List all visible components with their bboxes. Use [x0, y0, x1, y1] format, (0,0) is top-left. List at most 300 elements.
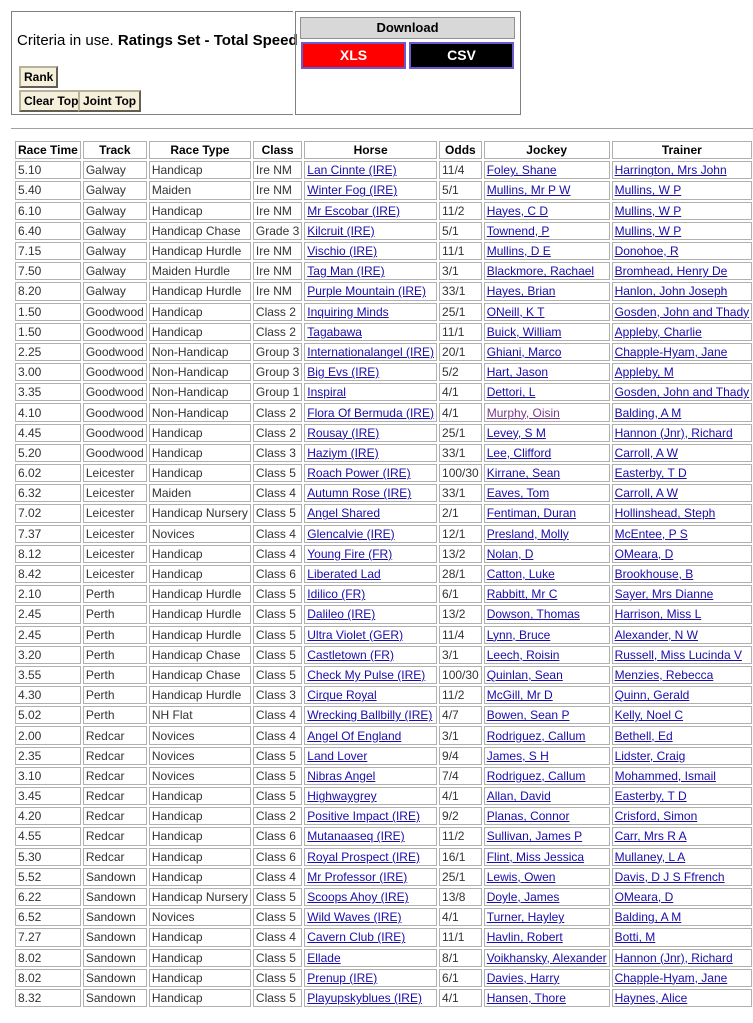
cell-race-type: Maiden [149, 484, 251, 502]
cell-track: Leicester [83, 484, 147, 502]
table-row [15, 262, 752, 280]
trainer-link[interactable]: Mohammed, Ismail [614, 768, 716, 783]
trainer-link[interactable]: Mullins, W P [614, 223, 682, 238]
horse-link[interactable]: Tag Man (IRE) [307, 264, 385, 279]
table-row [15, 767, 752, 785]
horse-link[interactable]: Glencalvie (IRE) [307, 526, 395, 541]
cell-class: Ire NM [253, 242, 302, 260]
jockey-link[interactable]: Foley, Shane [486, 163, 557, 178]
cell-race-type: Handicap Hurdle [149, 242, 251, 260]
horse-link[interactable]: Cirque Royal [307, 688, 377, 703]
horse-link[interactable]: Mr Professor (IRE) [307, 869, 408, 884]
horse-link[interactable]: Scoops Ahoy (IRE) [307, 890, 409, 905]
horse-link[interactable]: Mr Escobar (IRE) [307, 203, 400, 218]
cell-track: Sandown [83, 868, 147, 886]
cell-jockey [484, 706, 610, 724]
cell-jockey [484, 403, 610, 421]
table-row [15, 666, 752, 684]
cell-odds: 3/1 [439, 262, 482, 280]
cell-horse [304, 484, 437, 502]
cell-track: Galway [83, 202, 147, 220]
cell-track: Leicester [83, 565, 147, 583]
horse-link[interactable]: Young Fire (FR) [307, 546, 393, 561]
cell-odds: 4/1 [439, 403, 482, 421]
horse-link[interactable]: Royal Prospect (IRE) [307, 849, 420, 864]
cell-race-type: Non-Handicap [149, 363, 251, 381]
jockey-link[interactable]: Murphy, Oisin [486, 405, 560, 420]
cell-trainer [612, 303, 753, 321]
cell-track: Galway [83, 262, 147, 280]
horse-link[interactable]: Mutanaaseq (IRE) [307, 829, 405, 844]
cell-track: Galway [83, 181, 147, 199]
cell-horse [304, 989, 437, 1007]
jockey-link[interactable]: Voikhansky, Alexander [486, 950, 607, 965]
criteria-panel [11, 11, 298, 115]
trainer-link[interactable]: Carroll, A W [614, 486, 678, 501]
trainer-link[interactable]: Chapple-Hyam, Jane [614, 344, 728, 359]
cell-odds: 4/1 [439, 989, 482, 1007]
cell-class: Class 4 [253, 928, 302, 946]
cell-class: Class 5 [253, 464, 302, 482]
cell-class: Ire NM [253, 161, 302, 179]
cell-jockey [484, 626, 610, 644]
horse-link[interactable]: Wild Waves (IRE) [307, 910, 402, 925]
cell-race-type: Handicap Hurdle [149, 626, 251, 644]
cell-horse [304, 464, 437, 482]
jockey-link[interactable]: Blackmore, Rachael [486, 264, 595, 279]
cell-trainer [612, 161, 753, 179]
trainer-link[interactable]: Gosden, John and Thady [614, 304, 750, 319]
horse-link[interactable]: Kilcruit (IRE) [307, 223, 375, 238]
cell-race-time: 5.20 [15, 444, 81, 462]
cell-odds: 4/1 [439, 787, 482, 805]
cell-class: Group 1 [253, 383, 302, 401]
jockey-link[interactable]: Presland, Molly [486, 526, 569, 541]
cell-race-time: 7.15 [15, 242, 81, 260]
cell-track: Redcar [83, 807, 147, 825]
horse-link[interactable]: Winter Fog (IRE) [307, 183, 398, 198]
criteria-text [17, 32, 298, 49]
trainer-link[interactable]: Botti, M [614, 930, 656, 945]
trainer-link[interactable]: Mullins, W P [614, 183, 682, 198]
cell-track: Sandown [83, 888, 147, 906]
cell-race-type: NH Flat [149, 706, 251, 724]
jockey-link[interactable]: Kirrane, Sean [486, 466, 561, 481]
horse-link[interactable]: Positive Impact (IRE) [307, 809, 420, 824]
cell-track: Goodwood [83, 303, 147, 321]
cell-track: Perth [83, 646, 147, 664]
cell-jockey [484, 848, 610, 866]
cell-track: Galway [83, 222, 147, 240]
cell-odds: 3/1 [439, 726, 482, 744]
cell-odds: 6/1 [439, 969, 482, 987]
trainer-link[interactable]: Donohoe, R [614, 244, 679, 259]
cell-trainer [612, 605, 753, 623]
cell-jockey [484, 383, 610, 401]
cell-horse [304, 545, 437, 563]
horse-link[interactable]: Idilico (FR) [307, 587, 366, 602]
cell-odds: 11/1 [439, 242, 482, 260]
trainer-link[interactable]: Alexander, N W [614, 627, 698, 642]
jockey-link[interactable]: Dowson, Thomas [486, 607, 580, 622]
jockey-link[interactable]: Flint, Miss Jessica [486, 849, 585, 864]
cell-jockey [484, 545, 610, 563]
horse-link[interactable]: Angel Of England [307, 728, 402, 743]
horse-link[interactable]: Inquiring Minds [307, 304, 389, 319]
cell-horse [304, 868, 437, 886]
trainer-link[interactable]: Russell, Miss Lucinda V [614, 647, 742, 662]
jockey-link[interactable]: Turner, Hayley [486, 910, 565, 925]
trainer-link[interactable]: Hannon (Jnr), Richard [614, 425, 733, 440]
cell-odds: 11/1 [439, 928, 482, 946]
horse-link[interactable]: Inspiral [307, 385, 346, 400]
horse-link[interactable]: Vischio (IRE) [307, 244, 378, 259]
cell-odds: 33/1 [439, 484, 482, 502]
jockey-link[interactable]: Mullins, D E [486, 244, 551, 259]
cell-odds: 5/1 [439, 222, 482, 240]
horse-link[interactable]: Liberated Lad [307, 567, 381, 582]
cell-horse [304, 969, 437, 987]
cell-race-time: 4.55 [15, 827, 81, 845]
horse-link[interactable]: Angel Shared [307, 506, 380, 521]
cell-race-type: Novices [149, 726, 251, 744]
horse-link[interactable]: Rousay (IRE) [307, 425, 380, 440]
jockey-link[interactable]: Leech, Roisin [486, 647, 560, 662]
cell-horse [304, 202, 437, 220]
jockey-link[interactable]: Lynn, Bruce [486, 627, 551, 642]
trainer-link[interactable]: Easterby, T D [614, 789, 687, 804]
cell-race-time: 2.45 [15, 605, 81, 623]
horse-link[interactable]: Prenup (IRE) [307, 970, 378, 985]
table-row [15, 323, 752, 341]
cell-odds: 25/1 [439, 424, 482, 442]
cell-horse [304, 726, 437, 744]
cell-horse [304, 383, 437, 401]
cell-track: Sandown [83, 928, 147, 946]
cell-race-time: 2.25 [15, 343, 81, 361]
jockey-link[interactable]: Hayes, C D [486, 203, 549, 218]
cell-race-time: 1.50 [15, 303, 81, 321]
cell-class: Grade 3 [253, 222, 302, 240]
horse-link[interactable]: Nibras Angel [307, 768, 376, 783]
cell-trainer [612, 525, 753, 543]
horse-link[interactable]: Roach Power (IRE) [307, 466, 411, 481]
table-body [15, 161, 752, 1007]
trainer-link[interactable]: Harrison, Miss L [614, 607, 702, 622]
cell-jockey [484, 747, 610, 765]
cell-track: Redcar [83, 787, 147, 805]
cell-trainer [612, 626, 753, 644]
jockey-link[interactable]: Lewis, Owen [486, 869, 556, 884]
cell-race-type: Handicap [149, 848, 251, 866]
jockey-link[interactable]: Eaves, Tom [486, 486, 550, 501]
cell-race-time: 7.02 [15, 504, 81, 522]
joint-top-button[interactable]: Joint Top [78, 90, 141, 112]
trainer-link[interactable]: Bethell, Ed [614, 728, 673, 743]
cell-jockey [484, 222, 610, 240]
rank-button[interactable]: Rank [19, 66, 58, 88]
cell-race-type: Handicap [149, 202, 251, 220]
horse-link[interactable]: Big Evs (IRE) [307, 365, 380, 380]
table-row [15, 868, 752, 886]
cell-trainer [612, 484, 753, 502]
table-row [15, 646, 752, 664]
cell-race-time: 4.10 [15, 403, 81, 421]
cell-class: Class 3 [253, 444, 302, 462]
jockey-link[interactable]: Rodriguez, Callum [486, 768, 586, 783]
table-row [15, 706, 752, 724]
horse-link[interactable]: Check My Pulse (IRE) [307, 667, 426, 682]
horse-link[interactable]: Playupskyblues (IRE) [307, 990, 422, 1005]
cell-track: Goodwood [83, 444, 147, 462]
cell-track: Leicester [83, 525, 147, 543]
cell-jockey [484, 928, 610, 946]
horse-link[interactable]: Land Lover [307, 748, 368, 763]
cell-race-time: 4.30 [15, 686, 81, 704]
cell-class: Class 5 [253, 949, 302, 967]
cell-trainer [612, 747, 753, 765]
cell-trainer [612, 464, 753, 482]
cell-class: Class 4 [253, 726, 302, 744]
cell-race-type: Handicap [149, 807, 251, 825]
jockey-link[interactable]: Nolan, D [486, 546, 534, 561]
criteria-value: Ratings Set - Total Speed [117, 32, 298, 49]
trainer-link[interactable]: Hollinshead, Steph [614, 506, 716, 521]
cell-race-time: 8.02 [15, 949, 81, 967]
horse-link[interactable]: Highwaygrey [307, 789, 377, 804]
cell-horse [304, 161, 437, 179]
table-row [15, 949, 752, 967]
horse-link[interactable]: Castletown (FR) [307, 647, 394, 662]
table-row [15, 686, 752, 704]
jockey-link[interactable]: Havlin, Robert [486, 930, 563, 945]
cell-race-time: 6.32 [15, 484, 81, 502]
cell-horse [304, 565, 437, 583]
cell-jockey [484, 484, 610, 502]
trainer-link[interactable]: Mullaney, L A [614, 849, 686, 864]
jockey-link[interactable]: Levey, S M [486, 425, 546, 440]
cell-trainer [612, 242, 753, 260]
cell-race-type: Handicap [149, 444, 251, 462]
jockey-link[interactable]: Quinlan, Sean [486, 667, 563, 682]
trainer-link[interactable]: Lidster, Craig [614, 748, 686, 763]
trainer-link[interactable]: Menzies, Rebecca [614, 667, 714, 682]
cell-race-type: Handicap [149, 424, 251, 442]
horse-link[interactable]: Flora Of Bermuda (IRE) [307, 405, 434, 420]
cell-race-type: Handicap [149, 949, 251, 967]
trainer-link[interactable]: Quinn, Gerald [614, 688, 690, 703]
jockey-link[interactable]: James, S H [486, 748, 549, 763]
cell-jockey [484, 262, 610, 280]
table-row [15, 464, 752, 482]
horse-link[interactable]: Wrecking Ballbilly (IRE) [307, 708, 433, 723]
jockey-link[interactable]: ONeill, K T [486, 304, 545, 319]
cell-class: Class 2 [253, 303, 302, 321]
jockey-link[interactable]: Lee, Clifford [486, 445, 552, 460]
jockey-link[interactable]: Catton, Luke [486, 567, 555, 582]
cell-jockey [484, 908, 610, 926]
cell-race-time: 3.35 [15, 383, 81, 401]
cell-track: Redcar [83, 747, 147, 765]
horse-link[interactable]: Autumn Rose (IRE) [307, 486, 412, 501]
cell-track: Perth [83, 585, 147, 603]
cell-jockey [484, 827, 610, 845]
trainer-link[interactable]: OMeara, D [614, 546, 674, 561]
cell-race-type: Handicap [149, 787, 251, 805]
trainer-link[interactable]: Hanlon, John Joseph [614, 284, 728, 299]
jockey-link[interactable]: Fentiman, Duran [486, 506, 577, 521]
cell-jockey [484, 605, 610, 623]
cell-race-type: Novices [149, 767, 251, 785]
jockey-link[interactable]: Ghiani, Marco [486, 344, 562, 359]
jockey-link[interactable]: Planas, Connor [486, 809, 570, 824]
csv-download-button[interactable]: CSV [409, 42, 514, 69]
cell-horse [304, 787, 437, 805]
jockey-link[interactable]: Mullins, Mr P W [486, 183, 571, 198]
cell-race-time: 5.30 [15, 848, 81, 866]
cell-race-type: Handicap [149, 928, 251, 946]
cell-jockey [484, 464, 610, 482]
cell-trainer [612, 202, 753, 220]
jockey-link[interactable]: Allan, David [486, 789, 551, 804]
cell-jockey [484, 504, 610, 522]
cell-trainer [612, 181, 753, 199]
table-row [15, 585, 752, 603]
cell-class: Class 6 [253, 827, 302, 845]
table-row [15, 888, 752, 906]
trainer-link[interactable]: Brookhouse, B [614, 567, 694, 582]
horse-link[interactable]: Ultra Violet (GER) [307, 627, 404, 642]
horse-link[interactable]: Lan Cinnte (IRE) [307, 163, 397, 178]
trainer-link[interactable]: Mullins, W P [614, 203, 682, 218]
jockey-link[interactable]: Buick, William [486, 324, 562, 339]
trainer-link[interactable]: Haynes, Alice [614, 990, 688, 1005]
trainer-link[interactable]: Easterby, T D [614, 466, 687, 481]
trainer-link[interactable]: OMeara, D [614, 890, 674, 905]
jockey-link[interactable]: Sullivan, James P [486, 829, 583, 844]
cell-class: Class 6 [253, 565, 302, 583]
trainer-link[interactable]: Balding, A M [614, 405, 682, 420]
cell-odds: 6/1 [439, 585, 482, 603]
cell-horse [304, 908, 437, 926]
cell-jockey [484, 807, 610, 825]
cell-trainer [612, 928, 753, 946]
table-row [15, 484, 752, 502]
cell-horse [304, 626, 437, 644]
jockey-link[interactable]: Dettori, L [486, 385, 536, 400]
jockey-link[interactable]: Hart, Jason [486, 365, 549, 380]
trainer-link[interactable]: Appleby, Charlie [614, 324, 702, 339]
cell-track: Goodwood [83, 383, 147, 401]
table-row [15, 565, 752, 583]
table-row [15, 242, 752, 260]
clear-top-button[interactable]: Clear Top [19, 90, 83, 112]
cell-horse [304, 444, 437, 462]
table-row [15, 303, 752, 321]
horse-link[interactable]: Tagabawa [307, 324, 362, 339]
jockey-link[interactable]: McGill, Mr D [486, 688, 553, 703]
cell-class: Class 6 [253, 848, 302, 866]
horse-link[interactable]: Haziym (IRE) [307, 445, 379, 460]
table-row [15, 545, 752, 563]
trainer-link[interactable]: Harrington, Mrs John [614, 163, 727, 178]
horse-link[interactable]: Dalileo (IRE) [307, 607, 376, 622]
trainer-link[interactable]: Kelly, Noel C [614, 708, 684, 723]
trainer-link[interactable]: Balding, A M [614, 910, 682, 925]
cell-horse [304, 363, 437, 381]
cell-race-type: Non-Handicap [149, 383, 251, 401]
cell-odds: 4/7 [439, 706, 482, 724]
trainer-link[interactable]: Sayer, Mrs Dianne [614, 587, 714, 602]
table-row [15, 222, 752, 240]
cell-track: Leicester [83, 545, 147, 563]
trainer-link[interactable]: Gosden, John and Thady [614, 385, 750, 400]
cell-race-type: Handicap Hurdle [149, 686, 251, 704]
cell-odds: 33/1 [439, 444, 482, 462]
cell-horse [304, 525, 437, 543]
jockey-link[interactable]: Bowen, Sean P [486, 708, 570, 723]
horse-link[interactable]: Internationalangel (IRE) [307, 344, 435, 359]
cell-race-type: Maiden Hurdle [149, 262, 251, 280]
cell-race-type: Non-Handicap [149, 403, 251, 421]
cell-horse [304, 424, 437, 442]
cell-odds: 25/1 [439, 303, 482, 321]
cell-class: Class 4 [253, 706, 302, 724]
column-header-race-type: Race Type [149, 141, 251, 159]
trainer-link[interactable]: Carr, Mrs R A [614, 829, 687, 844]
trainer-link[interactable]: Appleby, M [614, 365, 674, 380]
cell-class: Class 2 [253, 403, 302, 421]
trainer-link[interactable]: Davis, D J S Ffrench [614, 869, 725, 884]
cell-trainer [612, 282, 753, 300]
table-row [15, 969, 752, 987]
jockey-link[interactable]: Doyle, James [486, 890, 560, 905]
trainer-link[interactable]: Carroll, A W [614, 445, 678, 460]
trainer-link[interactable]: Crisford, Simon [614, 809, 698, 824]
trainer-link[interactable]: Hannon (Jnr), Richard [614, 950, 733, 965]
cell-trainer [612, 767, 753, 785]
table-row [15, 928, 752, 946]
cell-jockey [484, 969, 610, 987]
cell-track: Leicester [83, 464, 147, 482]
cell-race-time: 7.50 [15, 262, 81, 280]
xls-download-button[interactable]: XLS [301, 42, 406, 69]
table-row [15, 504, 752, 522]
jockey-link[interactable]: Rodriguez, Callum [486, 728, 586, 743]
table-row [15, 848, 752, 866]
jockey-link[interactable]: Rabbitt, Mr C [486, 587, 558, 602]
horse-link[interactable]: Cavern Club (IRE) [307, 930, 406, 945]
cell-track: Perth [83, 686, 147, 704]
cell-class: Class 5 [253, 969, 302, 987]
cell-horse [304, 323, 437, 341]
jockey-link[interactable]: Townend, P [486, 223, 550, 238]
jockey-link[interactable]: Hansen, Thore [486, 990, 566, 1005]
cell-trainer [612, 424, 753, 442]
jockey-link[interactable]: Hayes, Brian [486, 284, 556, 299]
cell-race-time: 2.35 [15, 747, 81, 765]
results-table [13, 139, 753, 1009]
trainer-link[interactable]: Bromhead, Henry De [614, 264, 728, 279]
horse-link[interactable]: Purple Mountain (IRE) [307, 284, 426, 299]
cell-race-time: 3.45 [15, 787, 81, 805]
cell-race-type: Handicap Chase [149, 222, 251, 240]
trainer-link[interactable]: Chapple-Hyam, Jane [614, 970, 728, 985]
horse-link[interactable]: Ellade [307, 950, 341, 965]
jockey-link[interactable]: Davies, Harry [486, 970, 560, 985]
cell-class: Class 5 [253, 504, 302, 522]
trainer-link[interactable]: McEntee, P S [614, 526, 688, 541]
